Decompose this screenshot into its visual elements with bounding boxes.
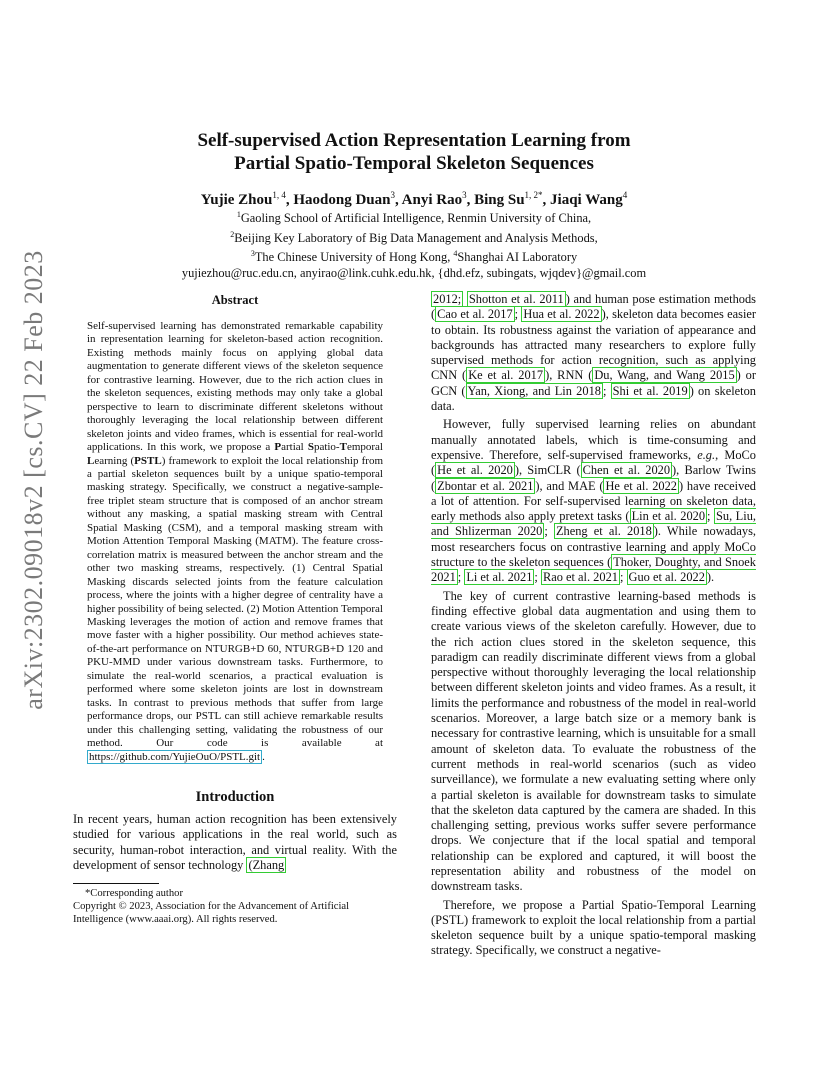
author-name: Yujie Zhou: [200, 192, 273, 208]
affiliation-line: $^2$Beijing Key Laboratory of Big Data Management and Analysis Methods,: [230, 229, 598, 245]
author-affil-mark: 3: [390, 190, 395, 200]
author-emails: yujiezhou@ruc.edu.cn, anyirao@link.cuhk.edu.hk, {dhd.efz, subingats, wjqdev}@gmail.com: [181, 265, 647, 280]
author-list: Yujie Zhou$^{1, 4}$, Haodong Duan$^3$, Anyi Rao$^3$, Bing $Su^{1, 2*}$, Jiaqi Wang$^4$: [200, 190, 628, 208]
citation-link[interactable]: Yan, Xiong, and Lin 2018: [467, 383, 601, 398]
arxiv-side-stamp: [0, 0, 60, 1072]
citation-link[interactable]: Guo et al. 2022: [628, 570, 705, 585]
affiliation-line: $^1$Gaoling School of Artificial Intelligence, Renmin University of China,: [236, 210, 592, 226]
author-affil-mark: 1, 4: [272, 190, 286, 200]
author-affil-mark: 3: [462, 190, 467, 200]
citation-link[interactable]: Lin et al. 2020: [631, 509, 706, 524]
citation-link[interactable]: Zheng et al. 2018: [555, 524, 652, 539]
abstract-text: Self-supervised learning has demonstrated remarkable capability in representation learning for skeleton-based action recognition. Existing methods mainly focus on applying global data augmentation to generate different views of the skeleton sequence for contrastive learning. However, due to the rich action clues in the skeleton sequences, existing methods may only take a global perspective to learn to discriminate different skeletons without thoroughly leveraging the local relationship between different skeleton joints and video frames, which is essential for real-world applications. In this work, we propose a Partial Spatio-Temporal Learning (PSTL) framework to exploit the local relationship from a partial skeleton sequences built by a unique spatio-temporal masking strategy. Specifically, we construct a negative-sample-free triplet steam structure that is composed of an anchor stream without any masking, a spatial masking stream with Central Spatial Masking (CSM), and a temporal masking stream with Motion Attention Temporal Masking (MATM). The feature cross-correlation matrix is measured between the anchor stream and the other two masking streams, respectively. (1) Central Spatial Masking discards selected joints from the feature calculation process, where the joints with a higher degree of centrality have a higher possibility of being selected. (2) Motion Attention Temporal Masking leverages the motion of action and remove frames that move faster with a higher possibility. Our method achieves state-of-the-art performance on NTURGB+D 60, NTURGB+D 120 and PKU-MMD under various downstream tasks. Furthermore, to simulate the real-world scenarios, a practical evaluation is performed where some skeleton joints are lost in downstream tasks. In contrast to previous methods that suffer from large performance drops, our PSTL can still achieve remarkable results under this challenging setting, validating the robustness of our method. Our code is available at https://github.com/YujieOuO/PSTL.git .: [87, 320, 384, 763]
paper-title: [100, 129, 728, 175]
body-paragraph: However, fully supervised learning relies on abundant manually annotated labels, which is time-consuming and expensive. Therefore, self-supervised frameworks, e.g., MoCo ( He et al. 2020 ), SimCLR ( Chen et al. 2020 ), Barlow Twins ( Zbontar et al. 2021 ), and MAE ( He et al. 2022 ) have received a lot of attention. For self-supervised learning on skeleton data, early methods also apply pretext tasks ( Lin et al. 2020 ; Su, Liu, and Shlizerman 2020 ; Zheng et al. 2018 ). While nowadays, most researchers focus on contrastive learning and apply MoCo structure to the skeleton sequences ( Thoker, Doughty, and Snoek 2021 ; Li et al. 2021 ; Rao et al. 2021 ; Guo et al. 2022 ).: [431, 417, 757, 585]
author-name: Bing Su: [474, 192, 525, 208]
code-url-link[interactable]: https://github.com/YujieOuO/PSTL.git: [89, 750, 261, 763]
right-column: [431, 292, 756, 959]
body-paragraph: Therefore, we propose a Partial Spatio-Temporal Learning (PSTL) framework to exploit the local relationship from a partial skeleton sequence built by a unique spatio-temporal masking strategy. Specifically, we construct a negative-: [431, 897, 756, 958]
footnote-rule: [73, 883, 159, 884]
citation-link[interactable]: Su, Liu, and Shlizerman 2020: [431, 509, 756, 539]
citation-link[interactable]: Du, Wang, and Wang 2015: [594, 368, 735, 383]
title-line-1: Self-supervised Action Representation Learning from: [197, 130, 631, 151]
author-affil-mark: 1, 2*: [524, 190, 543, 200]
citation-link[interactable]: Shotton et al. 2011: [468, 292, 564, 306]
citation-link[interactable]: Hua et al. 2022: [523, 307, 600, 322]
copyright-note: Copyright © 2023, Association for the Advancement of Artificial Intelligence (www.aaai.org). All rights reserved.: [73, 901, 350, 926]
introduction-heading: Introduction: [195, 788, 275, 805]
author-affil-mark: 4: [622, 190, 628, 200]
left-column: [73, 292, 397, 926]
citation-link[interactable]: Ke et al. 2017: [468, 368, 544, 383]
citation-link[interactable]: He et al. 2020: [437, 463, 513, 478]
citation-link[interactable]: Cao et al. 2017: [437, 307, 513, 322]
citation-link[interactable]: Li et al. 2021: [466, 570, 533, 585]
title-line-2: Partial Spatio-Temporal Skeleton Sequences: [234, 153, 594, 174]
citation-link[interactable]: He et al. 2022: [605, 478, 677, 493]
citation-link[interactable]: Thoker, Doughty, and Snoek 2021: [431, 555, 756, 585]
citation-link[interactable]: Chen et al. 2020: [582, 463, 671, 478]
citation-link[interactable]: 2012;: [433, 292, 462, 306]
citation-link[interactable]: Rao et al. 2021: [542, 570, 618, 585]
affiliation-line: $^3$The Chinese University of Hong Kong, $^4$Shanghai AI Laboratory: [250, 249, 578, 265]
affiliations: [100, 207, 728, 281]
intro-paragraph: In recent years, human action recognition has been extensively studied for various applications in the real world, such as security, human-robot interaction, and virtual reality. With the development of sensor technology (Zhang: [73, 811, 397, 872]
author-name: Haodong Duan: [293, 192, 391, 208]
author-name: Jiaqi Wang: [550, 192, 623, 208]
citation-link[interactable]: Shi et al. 2019: [612, 383, 688, 398]
body-paragraph: The key of current contrastive learning-based methods is finding effective global data augmentation and using them to create various views of the skeleton carefully. However, due to the rich action clues stored in the skeleton sequence, this paradigm can readily discriminate different views from a global perspective without thoroughly leveraging the local relationship between different skeleton joints and video frames. As a result, it limits the performance and robustness of the model in real-world scenarios. Moreover, a large batch size or a memory bank is necessary for contrastive learning, which is unsuitable for a small amount of skeleton data. To evaluate the robustness of the current methods in real-world scenarios (such as video surveillance), we formulate a new evaluating setting where only a partial skeleton is available for downstream tasks to simulate that the skeleton data captured by the camera are shaded. In this challenging setting, previous works suffer severe performance drops. We conjecture that if the local spatial and temporal relationship can be explored and captured, it will boost the representation ability and robustness of the model on downstream tasks.: [431, 588, 756, 894]
arxiv-identifier: arXiv:2302.09018v2 [cs.CV] 22 Feb 2023: [19, 250, 48, 710]
corresponding-author-note: *Corresponding author: [85, 888, 183, 900]
author-name: Anyi Rao: [401, 192, 463, 208]
abstract-heading: Abstract: [211, 293, 259, 307]
citation-link[interactable]: Zbontar et al. 2021: [437, 478, 534, 493]
body-paragraph: 2012; Shotton et al. 2011 ) and human pose estimation methods ( Cao et al. 2017 ; Hua et al. 2022 ), skeleton data becomes easier to obtain. Its robustness against the variation of appearance and backgrounds has attracted many researchers to explore fully supervised methods for action recognition, such as applying CNN ( Ke et al. 2017 ), RNN ( Du, Wang, and Wang 2015 ) or GCN ( Yan, Xiong, and Lin 2018 ; Shi et al. 2019 ) on skeleton data.: [431, 292, 757, 414]
citation-link[interactable]: (Zhang: [248, 857, 285, 872]
